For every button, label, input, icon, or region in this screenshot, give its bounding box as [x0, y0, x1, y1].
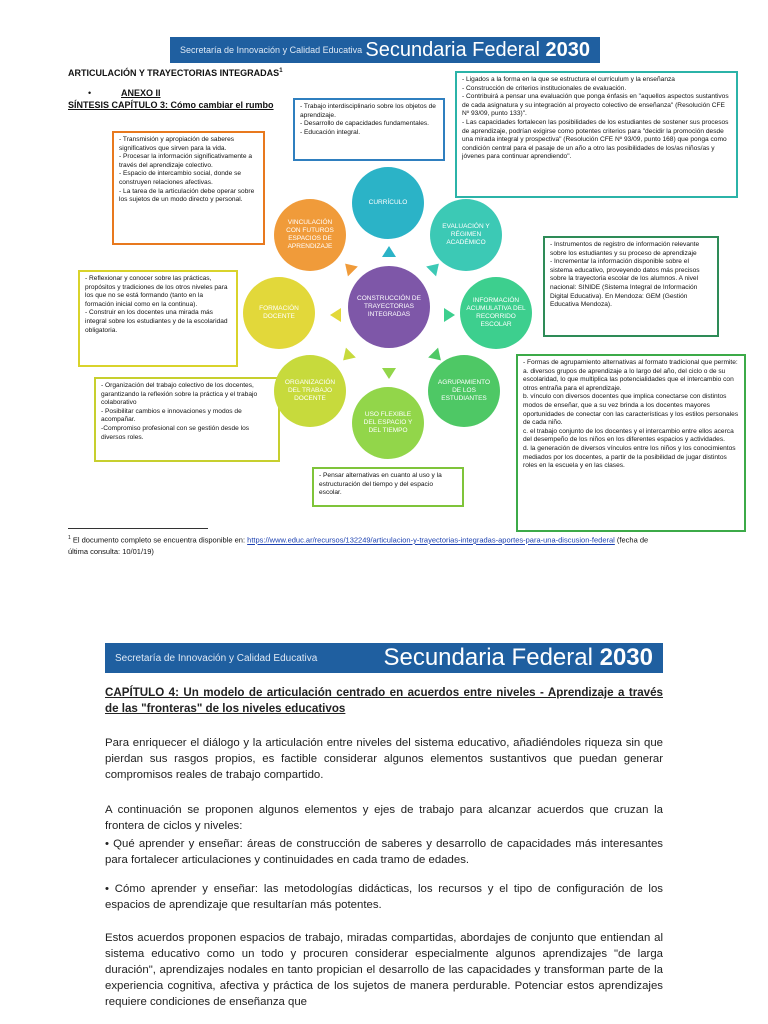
chapter4-title: CAPÍTULO 4: Un modelo de articulación centrado en acuerdos entre niveles - Aprendizaje a través de las "fronteras" de los niveles educativos	[105, 686, 663, 715]
node-evaluacion: EVALUACIÓN Y RÉGIMEN ACADÉMICO	[430, 199, 502, 271]
footnote-link[interactable]: https://www.educ.ar/recursos/132249/articulacion-y-trayectorias-integradas-aportes-para-una-discusion-federal	[247, 535, 615, 545]
box-agrupamiento-notes: - Formas de agrupamiento alternativas al formato tradicional que permite: a. diversos grupos de aprendizaje a lo largo del año, del ciclo o de su escolaridad, lo que multiplica las potencialidades que el intercambio con otros entraña para el aprendizaje. b. vínculo con diversos docentes que implica conectarse con distintos modos de enseñar, que a su vez brinda a los docentes mayores oportunidades de conectar con las características y los estilos personales de cada niño. c. el trabajo conjunto de los docentes y el intercambio entre ellos acerca del desempeño de los niños en los diferentes espacios y actividades. d. la generación de diversos vínculos entre los niños y los conocimientos mediados por los docentes, a partir de la posibilidad de jugar distintos roles en la escuela y en las clases.	[516, 354, 746, 532]
paragraph-1: Para enriquecer el diálogo y la articulación entre niveles del sistema educativo, añadiéndoles riqueza sin que pierdan sus rasgos propios, es factible considerar algunos elementos sustantivos que puedan generar compromisos reales de trabajo compartido.	[105, 737, 663, 781]
box-evaluacion-notes: - Ligados a la forma en la que se estructura el currículum y la enseñanza - Construcción de criterios institucionales de evaluación. - Contribuirá a pensar una evaluación que ponga énfasis en "aquellos aspectos sustantivos de cada asignatura y su integración al proyecto colectivo de enseñanza" (Resolución CFE Nº 93/09, punto 133)". - Las capacidades fortalecen las posibilidades de los estudiantes de sostener sus procesos de aprendizaje, podrían exigirse como potentes criterios para "decidir la promoción desde una mirada integral y prospectiva" (Resolución CFE Nº 93/09, punto 168) que ponga como condición central para el pasaje de un año a otro las posibilidades de los/as niños/as y jóvenes para continuar aprendiendo".	[455, 71, 738, 198]
box-informacion-notes: - Instrumentos de registro de información relevante sobre los estudiantes y su proceso de aprendizaje - Incrementar la información disponible sobre el sistema educativo, proveyendo datos más precisos sobre la trayectoria escolar de los alumnos. A nivel nacional: SINIDE (Sistema Integral de Información Digital Educativa). En Mendoza: GEM (Gestión Educativa Mendoza).	[543, 236, 719, 337]
page1-title: ARTICULACIÓN Y TRAYECTORIAS INTEGRADAS$^1$	[68, 68, 283, 78]
page1-header-banner	[170, 37, 600, 63]
box-formacion-notes: - Reflexionar y conocer sobre las prácticas, propósitos y tradiciones de los otros niveles para los que no se está formando (tanto en la formación inicial como en la continua). - Construir en los docentes una mirada más integral sobre los estudiantes y de la escolaridad obligatoria.	[78, 270, 238, 367]
node-formacion: FORMACIÓN DOCENTE	[243, 277, 315, 349]
node-uso-flexible: USO FLEXIBLE DEL ESPACIO Y DEL TIEMPO	[352, 387, 424, 459]
paragraph-3: Estos acuerdos proponen espacios de trabajo, miradas compartidas, abordajes de conjunto que entiendan al sistema educativo como un todo y procuren considerar especialmente algunos aprendizajes "de larga duración", aprendizajes nodales en tanto propician el desarrollo de las capacidades y transforman parte de la experiencia cognitiva, afectiva y práctica de los sujetos de manera perdurable. Potenciar estos aprendizajes requiere condiciones de enseñanza que	[105, 932, 663, 1008]
footnote: $^1$ El documento completo se encuentra disponible en: https://www.educ.ar/recursos/132249/articulacion-y-trayectorias-integradas-aportes-para-una-discusion-federal (fecha de última consulta: 10/01/19)	[68, 535, 649, 556]
banner-secundaria-text: Secundaria Federal 2030	[365, 38, 590, 61]
node-vinculacion: VINCULACIÓN CON FUTUROS ESPACIOS DE APRENDIZAJE	[274, 199, 346, 271]
paragraph-2: A continuación se proponen algunos elementos y ejes de trabajo para alcanzar acuerdos que cruzan la frontera de ciclos y niveles:	[105, 804, 663, 832]
box-curriculo-notes: - Trabajo interdisciplinario sobre los objetos de aprendizaje. - Desarrollo de capacidades fundamentales. - Educación integral.	[293, 98, 445, 161]
box-uso-flexible-notes: - Pensar alternativas en cuanto al uso y la estructuración del tiempo y del espacio escolar.	[312, 467, 464, 507]
arrow-uso-flexible	[382, 368, 396, 379]
arrow-formacion	[330, 308, 341, 322]
banner-secretaria-text: Secretaría de Innovación y Calidad Educativa	[180, 45, 363, 55]
bullet-que-aprender: • Qué aprender y enseñar: áreas de construcción de saberes y desarrollo de capacidades más interesantes para fortalecer articulaciones y continuidades en cada tramo de edades.	[105, 838, 663, 866]
node-curriculo: CURRÍCULO	[352, 167, 424, 239]
arrow-organizacion	[338, 348, 356, 366]
node-agrupamiento: AGRUPAMIENTO DE LOS ESTUDIANTES	[428, 355, 500, 427]
node-organizacion: ORGANIZACIÓN DEL TRABAJO DOCENTE	[274, 355, 346, 427]
bullet-como-aprender: • Cómo aprender y enseñar: las metodologías didácticas, los recursos y el tipo de configuración de los espacios de aprendizaje que resultarían más potentes.	[105, 883, 663, 911]
node-informacion: INFORMACIÓN ACUMULATIVA DEL RECORRIDO ESCOLAR	[460, 277, 532, 349]
footnote-rule	[68, 528, 208, 529]
center-node: CONSTRUCCIÓN DE TRAYECTORIAS INTEGRADAS	[348, 266, 430, 348]
page2-header-banner	[105, 643, 663, 673]
anexo-bullet: •	[88, 88, 92, 98]
arrow-curriculo	[382, 246, 396, 257]
box-vinculacion-notes: - Transmisión y apropiación de saberes significativos que sirven para la vida. - Procesar la información significativamente a través del aprendizaje colectivo. - Espacio de intercambio social, donde se construyen relaciones afectivas. - La tarea de la articulación debe operar sobre los sujetos de un modo directo y personal.	[112, 131, 265, 245]
box-organizacion-notes: - Organización del trabajo colectivo de los docentes, garantizando la reflexión sobre la práctica y el trabajo colaborativo - Posibilitar cambios e innovaciones y modos de acompañar. -Compromiso profesional con se gestión desde los diversos roles.	[94, 377, 280, 462]
arrow-vinculacion	[340, 259, 358, 277]
arrow-informacion	[444, 308, 455, 322]
banner2-secretaria-text: Secretaría de Innovación y Calidad Educativa	[115, 652, 318, 664]
banner2-secundaria-text: Secundaria Federal 2030	[383, 644, 653, 671]
anexo-heading: ANEXO II	[121, 88, 161, 98]
sintesis-heading: SÍNTESIS CAPÍTULO 3: Cómo cambiar el rumbo	[68, 100, 274, 110]
